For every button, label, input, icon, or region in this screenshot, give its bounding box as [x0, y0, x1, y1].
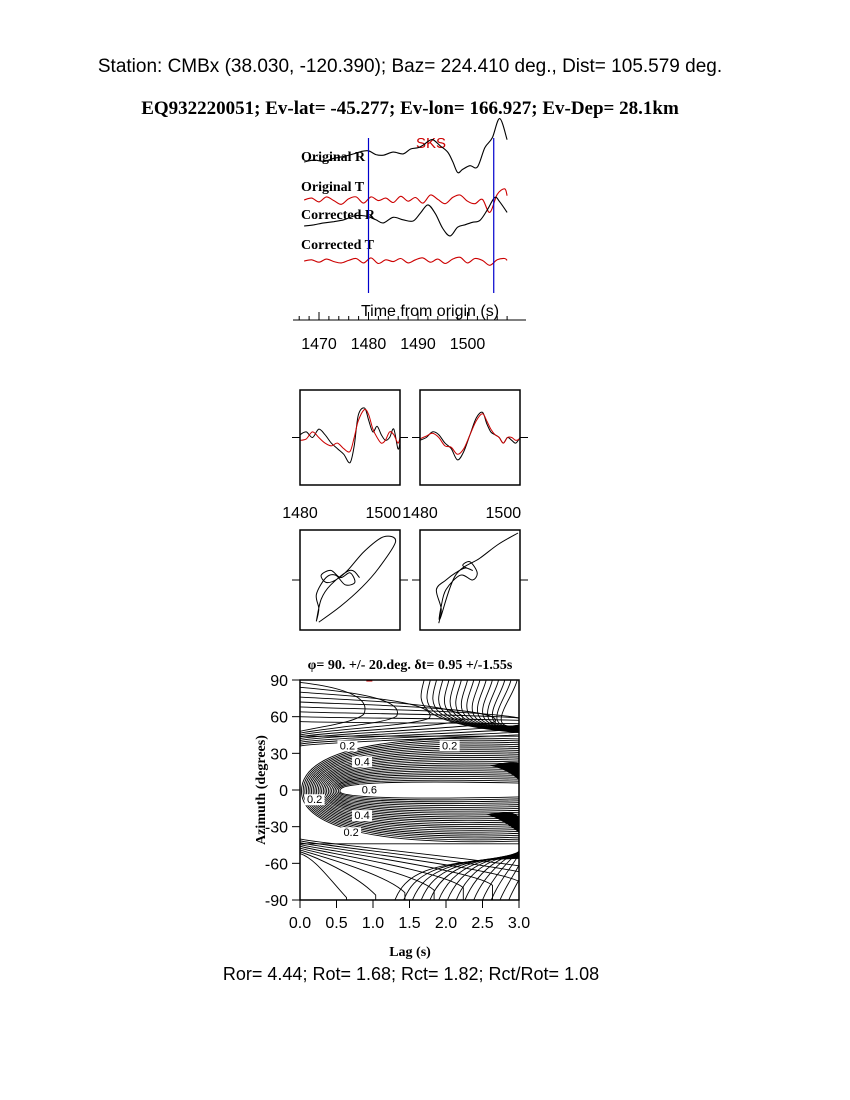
contour-label: 0.6: [361, 784, 377, 797]
contour-label: 0.2: [442, 740, 458, 753]
x-tick-label: 1490: [400, 336, 436, 353]
x-tick-label: 1470: [301, 336, 337, 353]
phase-label: SKS: [415, 135, 447, 152]
particle-motion-trace: [316, 536, 396, 622]
y-tick-label: 30: [270, 746, 288, 764]
x-tick-label: 3.0: [507, 915, 531, 932]
particle-motion-trace: [436, 533, 518, 623]
station-info-title: Station: CMBx (38.030, -120.390); Baz= 224.410 deg., Dist= 105.579 deg.: [97, 56, 723, 77]
contour-label: 0.4: [354, 756, 370, 769]
x-tick-label: 1480: [350, 336, 387, 353]
waveform-trace: [300, 409, 400, 452]
aligned-waveforms-corrected-panel: [402, 390, 528, 522]
misfit-contour: [320, 759, 526, 823]
misfit-contour: [497, 680, 519, 726]
y-tick-label: 90: [270, 673, 288, 690]
particle-motion-corrected-panel: [412, 530, 528, 630]
waveform-trace: [420, 412, 520, 460]
misfit-contour: [300, 854, 347, 900]
azimuth-axis-title: Azimuth (degrees): [254, 735, 269, 845]
trace-label: Original T: [301, 180, 365, 195]
waveform-traces: [420, 412, 520, 460]
x-tick-label: 0.0: [288, 915, 312, 932]
lag-axis-title: Lag (s): [389, 945, 431, 960]
panel-frame: [300, 530, 400, 630]
contour-label: 0.4: [354, 810, 370, 823]
x-tick-label: 2.0: [434, 915, 458, 932]
panel-frame: [300, 390, 400, 485]
x-tick-label: 1500: [449, 336, 486, 353]
y-tick-label: -30: [264, 819, 288, 837]
energy-ratios-footer: Ror= 4.44; Rot= 1.68; Rct= 1.82; Rct/Rot= 1.08: [222, 964, 600, 984]
aligned-waveforms-original-panel: [282, 390, 408, 522]
seismogram-panel: [293, 119, 526, 353]
x-tick-label: 1480: [282, 505, 318, 522]
trace-label: Corrected R: [301, 208, 375, 223]
x-tick-label: 2.5: [471, 915, 494, 932]
trace-label: Original R: [301, 150, 366, 165]
y-tick-label: -60: [264, 856, 288, 874]
y-tick-label: 60: [270, 709, 288, 727]
y-tick-label: 0: [279, 783, 288, 800]
panel-frame: [420, 530, 520, 630]
event-info-title: EQ932220051; Ev-lat= -45.277; Ev-lon= 166.927; Ev-Dep= 28.1km: [141, 98, 679, 119]
splitting-result-title: φ= 90. +/- 20.deg. δt= 0.95 +/-1.55s: [307, 658, 513, 673]
misfit-contour: [300, 843, 522, 900]
misfit-contour: [467, 680, 519, 729]
waveform-trace: [304, 257, 507, 265]
contour-label: 0.2: [306, 794, 323, 807]
panel-frame: [420, 390, 520, 485]
waveform-traces: [300, 408, 400, 463]
contour-label: 0.2: [339, 740, 356, 753]
contour-label: 0.2: [343, 827, 359, 840]
y-tick-label: -90: [264, 893, 288, 910]
x-tick-label: 0.5: [325, 915, 348, 932]
misfit-contour: [501, 680, 519, 726]
x-axis-title: Time from origin (s): [360, 303, 500, 320]
misfit-contour-panel: [254, 658, 627, 960]
x-tick-label: 1500: [365, 505, 402, 522]
particle-motion-original-panel: [292, 530, 408, 630]
waveform-trace: [420, 414, 520, 455]
trace-label: Corrected T: [301, 238, 374, 253]
x-tick-label: 1480: [402, 505, 438, 522]
x-tick-label: 1.0: [361, 915, 385, 932]
waveform-trace: [300, 408, 400, 463]
x-tick-label: 1500: [485, 505, 522, 522]
x-tick-label: 1.5: [398, 915, 421, 932]
